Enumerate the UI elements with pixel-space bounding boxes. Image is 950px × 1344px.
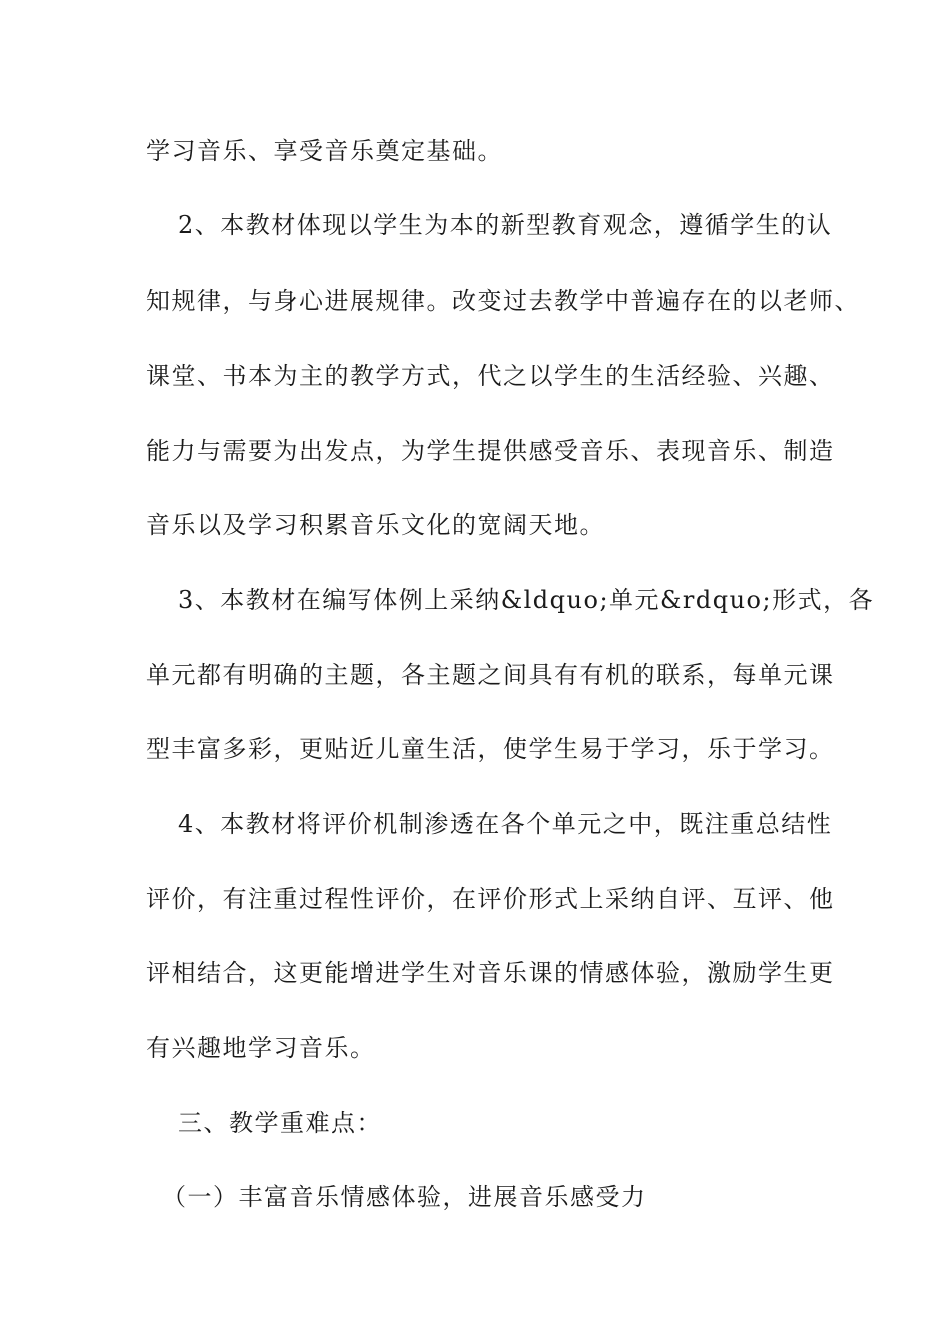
- paragraph-line: 课堂、书本为主的教学方式，代之以学生的生活经验、兴趣、: [146, 362, 835, 390]
- paragraph-line: 4、本教材将评价机制渗透在各个单元之中，既注重总结性: [178, 810, 833, 838]
- paragraph-line: 评价，有注重过程性评价，在评价形式上采纳自评、互评、他: [146, 885, 835, 913]
- paragraph-line: 音乐以及学习积累音乐文化的宽阔天地。: [146, 511, 605, 539]
- section-heading: 三、教学重难点：: [178, 1109, 382, 1137]
- paragraph-line: 知规律，与身心进展规律。改变过去教学中普遍存在的以老师、: [146, 287, 860, 315]
- paragraph-line: 评相结合，这更能增进学生对音乐课的情感体验，激励学生更: [146, 959, 835, 987]
- paragraph-line: 有兴趣地学习音乐。: [146, 1034, 376, 1062]
- paragraph-line: 型丰富多彩，更贴近儿童生活，使学生易于学习，乐于学习。: [146, 735, 835, 763]
- paragraph-line: 3、本教材在编写体例上采纳&ldquo;单元&rdquo;形式，各: [178, 586, 875, 614]
- paragraph-line: 能力与需要为出发点，为学生提供感受音乐、表现音乐、制造: [146, 437, 835, 465]
- paragraph-line: 单元都有明确的主题，各主题之间具有有机的联系，每单元课: [146, 661, 835, 689]
- paragraph-line: 2、本教材体现以学生为本的新型教育观念，遵循学生的认: [178, 211, 833, 239]
- paragraph-line: 学习音乐、享受音乐奠定基础。: [146, 137, 503, 165]
- subsection-heading: （一）丰富音乐情感体验，进展音乐感受力: [162, 1183, 647, 1211]
